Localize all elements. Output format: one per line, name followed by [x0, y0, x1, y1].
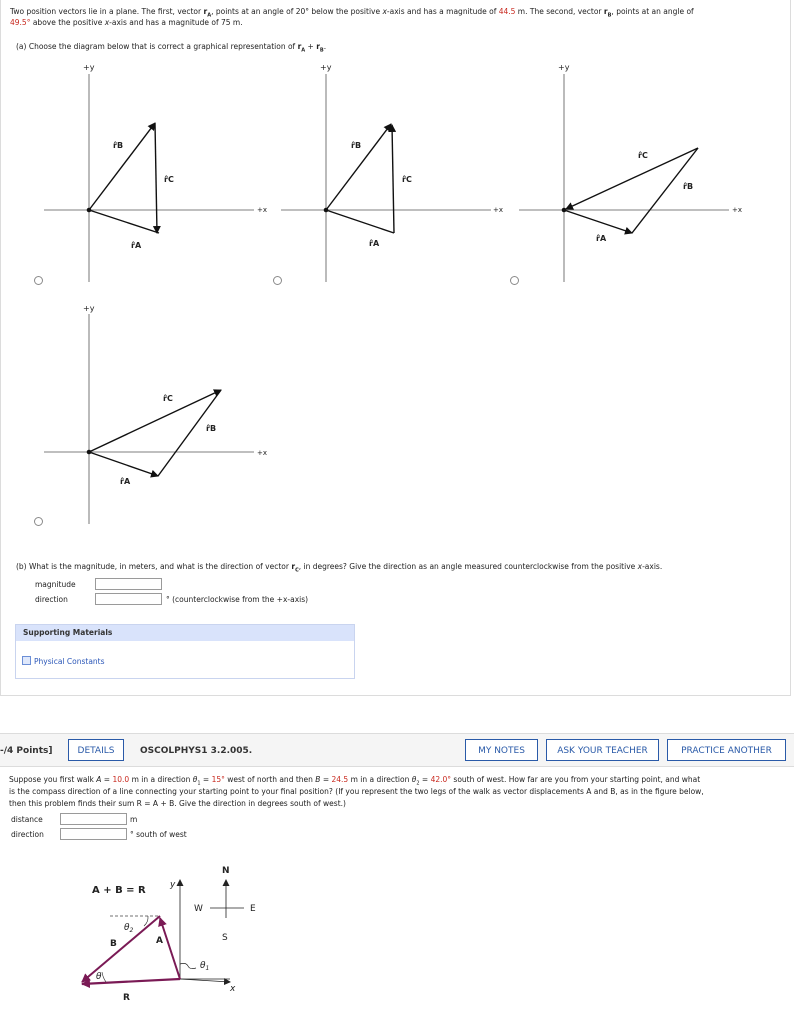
part-b-prompt: (b) What is the magnitude, in meters, and what is the direction of vector $r_C$, in degrees? Give the direction as an angle measured counterclockwise from the positive x-axis.	[16, 562, 663, 574]
diagram-2	[281, 63, 503, 282]
diagram-3	[519, 63, 742, 282]
q2-text-line-2: is the compass direction of a line connecting your starting point to your final position? (If you represent the two legs of the walk as vector displacements A and B, as in the figure below,	[9, 787, 704, 796]
axis-label-x: +x	[493, 206, 504, 214]
label-rc: r̂C	[163, 394, 173, 403]
q2-text-line-3: then this problem finds their sum R = A + B. Give the direction in degrees south of west.)	[9, 799, 346, 808]
vector-a-label: A	[156, 936, 163, 946]
label-ra: r̂A	[369, 239, 380, 248]
axis-x: x	[230, 984, 236, 994]
direction-label: direction	[35, 595, 68, 604]
axis-label-x: +x	[257, 206, 268, 214]
q2-text-line-1: Suppose you first walk A = 10.0 m in a direction $\theta_1 = 15^\circ$ west of north and then B = 24.5 m in a direction $\theta_2 = 42.0^\circ$ south of west. How far are you from your starting point, and what	[9, 775, 701, 787]
label-rc: r̂C	[638, 151, 648, 160]
theta-label: θ	[96, 972, 102, 982]
radio-option-2[interactable]	[273, 276, 282, 285]
theta2-value: 42.0°	[430, 775, 452, 784]
axis-label-y: +y	[83, 63, 95, 72]
ask-teacher-button[interactable]: ASK YOUR TEACHER	[546, 739, 659, 761]
distance-unit: m	[130, 815, 138, 824]
compass-n: N	[222, 866, 230, 876]
radio-option-4[interactable]	[34, 517, 43, 526]
details-button[interactable]: DETAILS	[68, 739, 124, 761]
label-ra: r̂A	[131, 241, 142, 250]
axis-y: y	[170, 880, 176, 890]
direction-input-2[interactable]	[60, 828, 127, 840]
distance-input[interactable]	[60, 813, 127, 825]
compass-s: S	[222, 933, 228, 943]
vector-r-label: R	[123, 993, 130, 1003]
axis-label-x: +x	[732, 206, 743, 214]
label-rc: r̂C	[164, 175, 174, 184]
distance-label: distance	[11, 815, 43, 824]
my-notes-button[interactable]: MY NOTES	[465, 739, 538, 761]
axis-label-y: +y	[83, 304, 95, 313]
intro-text: Two position vectors lie in a plane. The first, vector $r_A$, points at an angle of 20° below the positive x-axis and has a magnitude of 44.5 m. The second, vector $r_B$, points at an angle of	[10, 7, 694, 19]
supporting-materials	[15, 624, 355, 679]
direction-input[interactable]	[95, 593, 162, 605]
label-rb: r̂B	[206, 424, 217, 433]
direction-unit: ° (counterclockwise from the +x-axis)	[166, 595, 309, 604]
label-rb: r̂B	[113, 141, 124, 150]
vector-ra: $r_A$	[203, 7, 212, 19]
practice-another-button[interactable]: PRACTICE ANOTHER	[667, 739, 786, 761]
theta1-value: 15°	[211, 775, 225, 784]
supporting-materials-title: Supporting Materials	[16, 625, 354, 641]
label-rb: r̂B	[351, 141, 362, 150]
direction-label-2: direction	[11, 830, 44, 839]
magnitude-label: magnitude	[35, 580, 76, 589]
points-label: -/4 Points]	[0, 746, 53, 756]
compass-e: E	[250, 904, 256, 914]
axis-label-y: +y	[558, 63, 570, 72]
label-rb: r̂B	[683, 182, 694, 191]
label-ra: r̂A	[120, 477, 131, 486]
physical-constants-link[interactable]: Physical Constants	[22, 656, 105, 666]
magnitude-input[interactable]	[95, 578, 162, 590]
intro-text-2: 49.5° above the positive x-axis and has a magnitude of 75 m.	[10, 18, 243, 27]
theta2-label: $\theta_2$	[124, 923, 134, 934]
magnitude-a: 44.5	[498, 7, 516, 16]
angle-b: 49.5°	[10, 18, 31, 27]
radio-option-1[interactable]	[34, 276, 43, 285]
compass-w: W	[194, 904, 203, 914]
diagram-4	[44, 304, 267, 524]
vector-b-label: B	[110, 939, 117, 949]
direction-unit-2: ° south of west	[130, 830, 187, 839]
axis-label-x: +x	[257, 449, 268, 457]
theta1-label: $\theta_1$	[200, 961, 210, 972]
vector-walk-figure	[60, 854, 360, 1024]
vector-rb: $r_B$	[603, 7, 612, 19]
diagram-1	[44, 63, 267, 282]
diagram-set	[1, 0, 794, 540]
axis-label-y: +y	[320, 63, 332, 72]
question-code: OSCOLPHYS1 3.2.005.	[140, 746, 253, 756]
label-ra: r̂A	[596, 234, 607, 243]
document-icon	[22, 656, 31, 665]
label-rc: r̂C	[402, 175, 412, 184]
value-a: 10.0	[112, 775, 130, 784]
part-a-prompt: (a) Choose the diagram below that is correct a graphical representation of $r_A + r_B$.	[16, 42, 327, 54]
question-2-header	[0, 733, 794, 767]
value-b: 24.5	[331, 775, 349, 784]
equation-label: A + B = R	[92, 885, 146, 896]
radio-option-3[interactable]	[510, 276, 519, 285]
